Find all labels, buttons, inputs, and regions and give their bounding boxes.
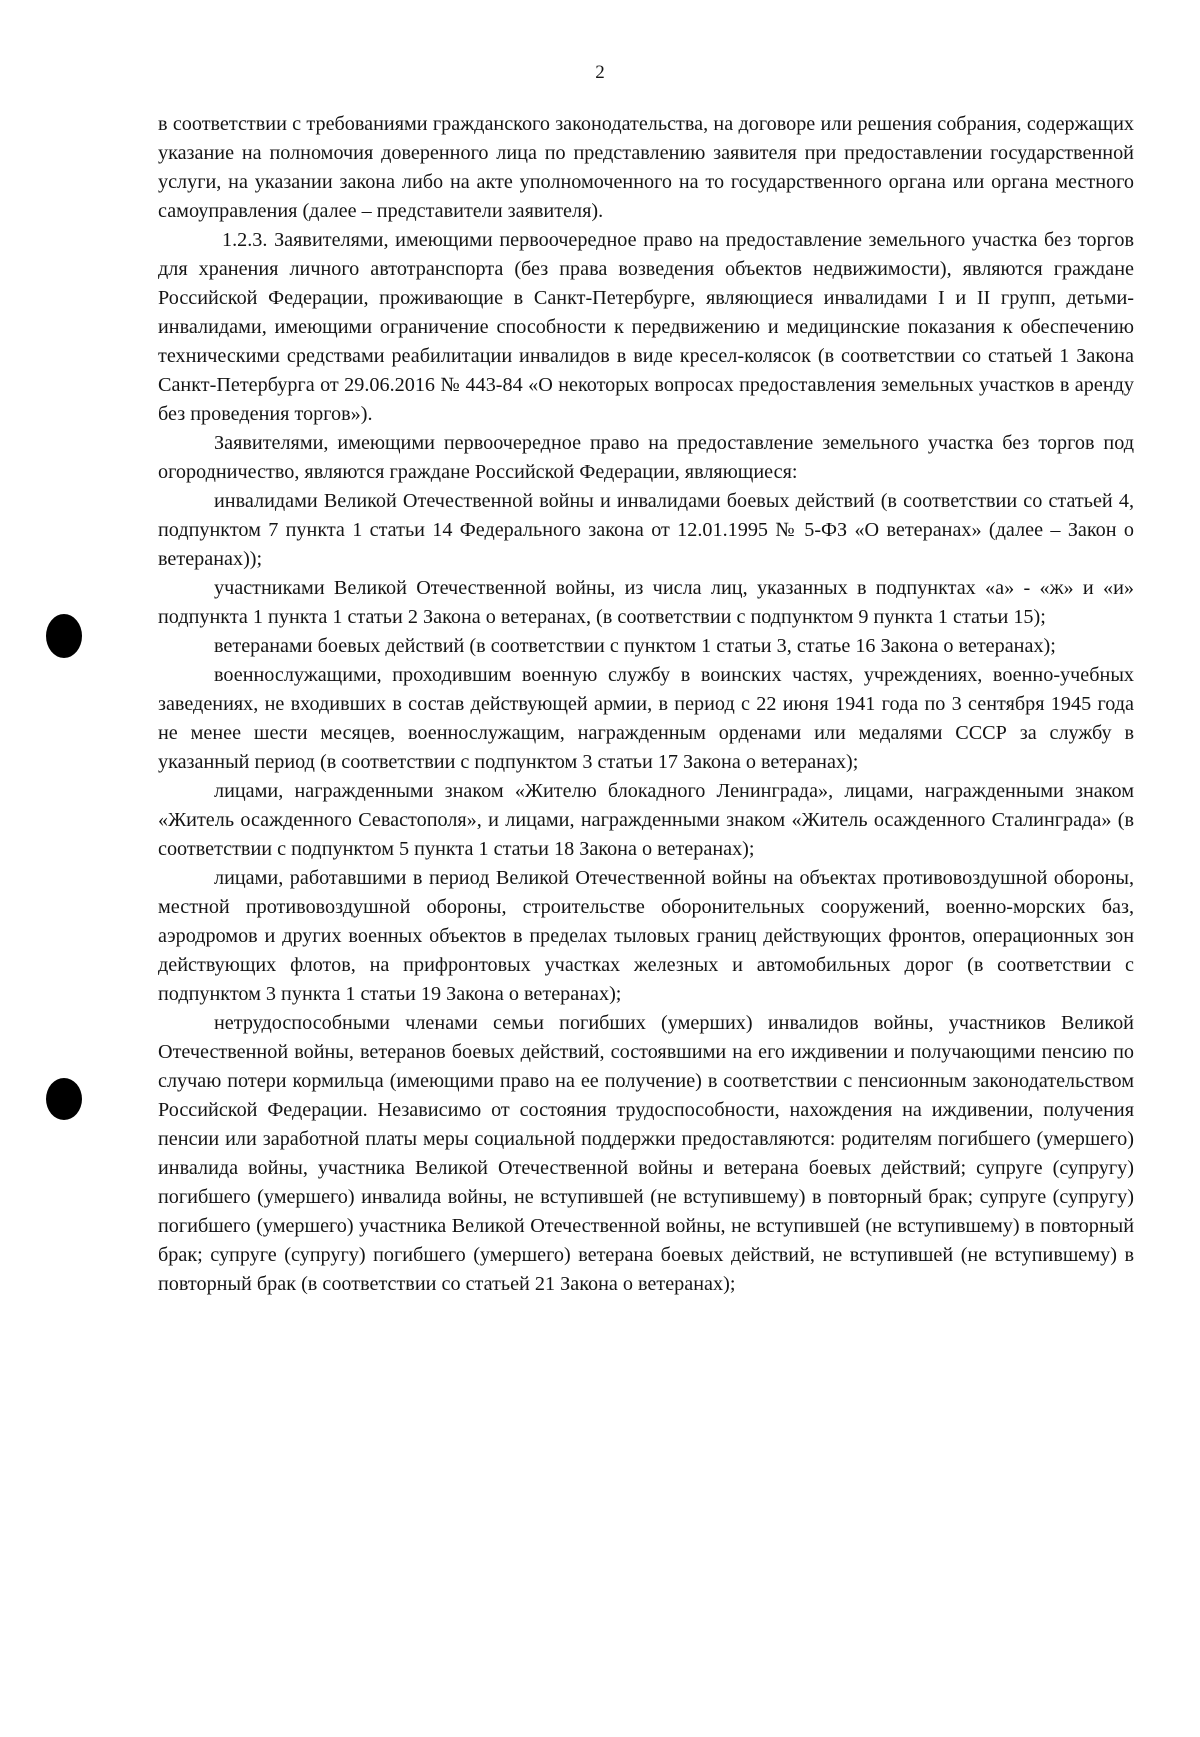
list-item-siege-residents: лицами, награжденными знаком «Жителю блокадного Ленинграда», лицами, награжденными знаком «Житель осажденного Севастополя», и лицами, награжденными знаком «Житель осажденного Сталинграда» (в соответствии с подпунктом 5 пункта 1 статьи 18 Закона о ветеранах); bbox=[158, 780, 1134, 860]
binder-hole-mark bbox=[46, 614, 82, 658]
paragraph-representatives: в соответствии с требованиями гражданского законодательства, на договоре или решения собрания, содержащих указание на полномочия доверенного лица по представлению заявителя при предоставлении государственной услуги, на указании закона либо на акте уполномоченного на то государственного органа или органа местного самоуправления (далее – представители заявителя). bbox=[158, 113, 1134, 222]
list-item-war-participants: участниками Великой Отечественной войны, из числа лиц, указанных в подпунктах «а» - «ж» и «и» подпункта 1 пункта 1 статьи 2 Закона о ветеранах, (в соответствии с подпунктом 9 пункта 1 статьи 15); bbox=[158, 577, 1134, 628]
list-item-combat-veterans: ветеранами боевых действий (в соответствии с пунктом 1 статьи 3, статье 16 Закона о ветеранах); bbox=[214, 635, 1056, 657]
page-number: 2 bbox=[595, 62, 605, 83]
paragraph-gardening-applicants: Заявителями, имеющими первоочередное право на предоставление земельного участка без торгов под огородничество, являются граждане Российской Федерации, являющиеся: bbox=[158, 432, 1134, 483]
list-item-family-members: нетрудоспособными членами семьи погибших (умерших) инвалидов войны, участников Великой Отечественной войны, ветеранов боевых действий, состоявшими на его иждивении и получающими пенсию по случаю потери кормильца (имеющими право на ее получение) в соответствии с пенсионным законодательством Российской Федерации. Независимо от состояния трудоспособности, нахождения на иждивении, получения пенсии или заработной платы меры социальной поддержки предоставляются: родителям погибшего (умершего) инвалида войны, участника Великой Отечественной войны и ветерана боевых действий; супруге (супругу) погибшего (умершего) инвалида войны, не вступившей (не вступившему) в повторный брак; супруге (супругу) погибшего (умершего) участника Великой Отечественной войны, не вступившей (не вступившему) в повторный брак; супруге (супругу) погибшего (умершего) ветерана боевых действий, не вступившей (не вступившему) в повторный брак (в соответствии со статьей 21 Закона о ветеранах); bbox=[158, 1012, 1134, 1295]
list-item-defense-workers: лицами, работавшими в период Великой Отечественной войны на объектах противовоздушной обороны, местной противовоздушной обороны, строительстве оборонительных сооружений, военно-морских баз, аэродромов и других военных объектов в пределах тыловых границ действующих фронтов, операционных зон действующих флотов, на прифронтовых участках железных и автомобильных дорог (в соответствии с подпунктом 3 пункта 1 статьи 19 Закона о ветеранах); bbox=[158, 867, 1134, 1005]
document-body bbox=[158, 110, 1134, 1299]
paragraph-1-2-3: 1.2.3. Заявителями, имеющими первоочередное право на предоставление земельного участка без торгов для хранения личного автотранспорта (без права возведения объектов недвижимости), являются граждане Российской Федерации, проживающие в Санкт-Петербурге, являющиеся инвалидами I и II групп, детьми-инвалидами, имеющими ограничение способности к передвижению и медицинские показания к обеспечению техническими средствами реабилитации инвалидов в виде кресел-колясок (в соответствии со статьей 1 Закона Санкт-Петербурга от 29.06.2016 № 443-84 «О некоторых вопросах предоставления земельных участков в аренду без проведения торгов»). bbox=[158, 229, 1134, 425]
list-item-war-invalids: инвалидами Великой Отечественной войны и инвалидами боевых действий (в соответствии со статьей 4, подпунктом 7 пункта 1 статьи 14 Федерального закона от 12.01.1995 № 5-ФЗ «О ветеранах» (далее – Закон о ветеранах)); bbox=[158, 490, 1134, 570]
list-item-servicemen: военнослужащими, проходившим военную службу в воинских частях, учреждениях, военно-учебных заведениях, не входивших в состав действующей армии, в период с 22 июня 1941 года по 3 сентября 1945 года не менее шести месяцев, военнослужащим, награжденным орденами или медалями СССР за службу в указанный период (в соответствии с подпунктом 3 статьи 17 Закона о ветеранах); bbox=[158, 664, 1134, 773]
binder-hole-mark bbox=[46, 1078, 82, 1120]
